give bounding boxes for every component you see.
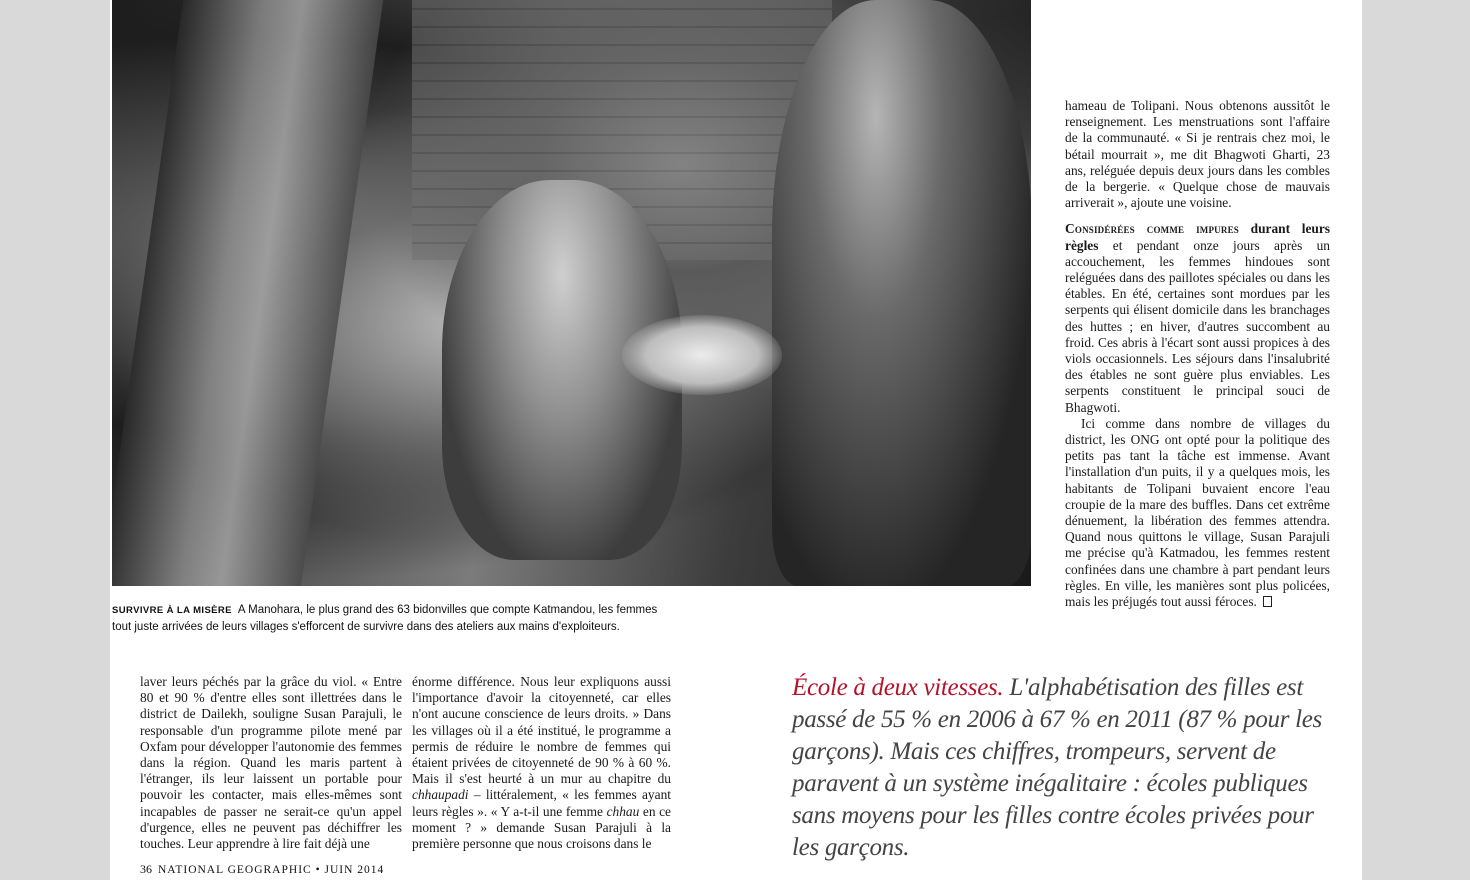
page-folio (140, 862, 384, 877)
magazine-issue: NATIONAL GEOGRAPHIC • JUIN 2014 (158, 864, 385, 876)
photo-standing-woman (772, 0, 1031, 586)
photo-loom (112, 0, 383, 586)
bottom-col2-paragraph (412, 674, 671, 852)
bottom-text-column-1 (140, 674, 402, 852)
paragraph-2-body: et pendant onze jours après un accouchement, les femmes hindoues sont reléguées dans des paillotes spéciales ou dans les étables. En été, certaines sont mordues par les serpents qui élisent domicile dans les branchages des huttes ; en hiver, d'autres succombent au froid. Ces abris à l'écart sont aussi propices à des viols occasionnels. Les séjours dans l'insalubrité des étables ne sont guère plus enviables. Les serpents constituent le principal souci de Bhagwoti. (1065, 237, 1330, 415)
bottom-text-column-2 (412, 674, 671, 852)
col2-italic-chhaupadi: chhaupadi (412, 787, 469, 803)
page-number: 36 (140, 862, 152, 876)
paragraph-3-body: Ici comme dans nombre de villages du district, les ONG ont opté pour la politique des petits pas tant la tâche est immense. Avant l'installation d'un puits, il y a quelques mois, les habitants de Tolipani buvaient encore l'eau croupie de la mare des buffles. Dans cet extrême dénuement, la libération des femmes attendra. Quand nous quittons le village, Susan Parajuli me précise qu'à Katmadou, les femmes restent confinées dans une chambre à part pendant leurs règles. En ville, les manières sont plus policées, mais les préjugés tout aussi féroces. (1065, 415, 1330, 610)
bottom-col1-paragraph: laver leurs péchés par la grâce du viol. « Entre 80 et 90 % d'entre elles sont illettrées dans le district de Dailekh, souligne Susan Parajuli, le responsable d'un programme pilote mené par Oxfam pour développer l'autonomie des femmes dans la région. Quand les maris partent à l'étranger, ils leur laissent un portable pour pouvoir les contacter, mais elles-mêmes sont incapables de passer ne serait-ce qu'un appel d'urgence, elles ne peuvent pas déchiffrer les touches. Leur apprendre à lire fait déjà une (140, 674, 402, 852)
magazine-page (110, 0, 1362, 880)
pull-quote-text: L'alphabétisation des filles est passé de 55 % en 2006 à 67 % en 2011 (87 % pour les garçons). Mais ces chiffres, trompeurs, servent de paravent à un système inégalitaire : écoles publiques sans moyens pour les filles contre écoles privées pour les garçons. (792, 674, 1322, 861)
paragraph-lead-smallcaps: Considérées comme impures (1065, 221, 1239, 237)
photo-plastic-bag (622, 315, 782, 395)
caption-text: A Manohara, le plus grand des 63 bidonvilles que compte Katmandou, les femmes tout juste arrivées de leurs villages s'efforcent de survivre dans des ateliers aux mains d'exploiteurs. (112, 604, 658, 633)
paragraph-lead-bold: durant leurs règles (1065, 221, 1330, 253)
right-paragraph-3 (1065, 416, 1330, 610)
pull-quote (792, 672, 1332, 864)
col2-text-part1: énorme différence. Nous leur expliquons aussi l'importance d'avoir la citoyenneté, car elles n'ont aucune conscience de leurs droits. » Dans les villages où il a été institué, le programme a permis de réduire le nombre de femmes qui étaient privées de citoyenneté de 90 % à 60 %. Mais il s'est heurté à un mur au chapitre du (412, 674, 671, 787)
pull-quote-lead: École à deux vitesses. (792, 674, 1004, 701)
photo-workshop-women (112, 0, 1031, 586)
right-paragraph-1: hameau de Tolipani. Nous obtenons aussitôt le renseignement. Les menstruations sont l'affaire de la communauté. « Si je rentrais chez moi, le bétail mourrait », me dit Bhagwoti Gharti, 23 ans, reléguée depuis deux jours dans les combles de la bergerie. « Quelque chose de mauvais arriverait », ajoute une voisine. (1065, 98, 1330, 211)
col2-text-part3: en ce moment ? » demande Susan Parajuli à la première personne que nous croisons dans le (412, 803, 671, 852)
right-paragraph-2 (1065, 221, 1330, 415)
photo-caption (112, 602, 672, 635)
col2-italic-chhau: chhau (606, 803, 640, 819)
col2-text-part2: – littéralement, « les femmes ayant leurs règles ». « Y a-t-il une femme (412, 787, 671, 819)
end-of-article-square-icon (1263, 596, 1272, 607)
right-text-column (1065, 98, 1330, 610)
caption-title: SURVIVRE À LA MISÈRE (112, 605, 232, 616)
